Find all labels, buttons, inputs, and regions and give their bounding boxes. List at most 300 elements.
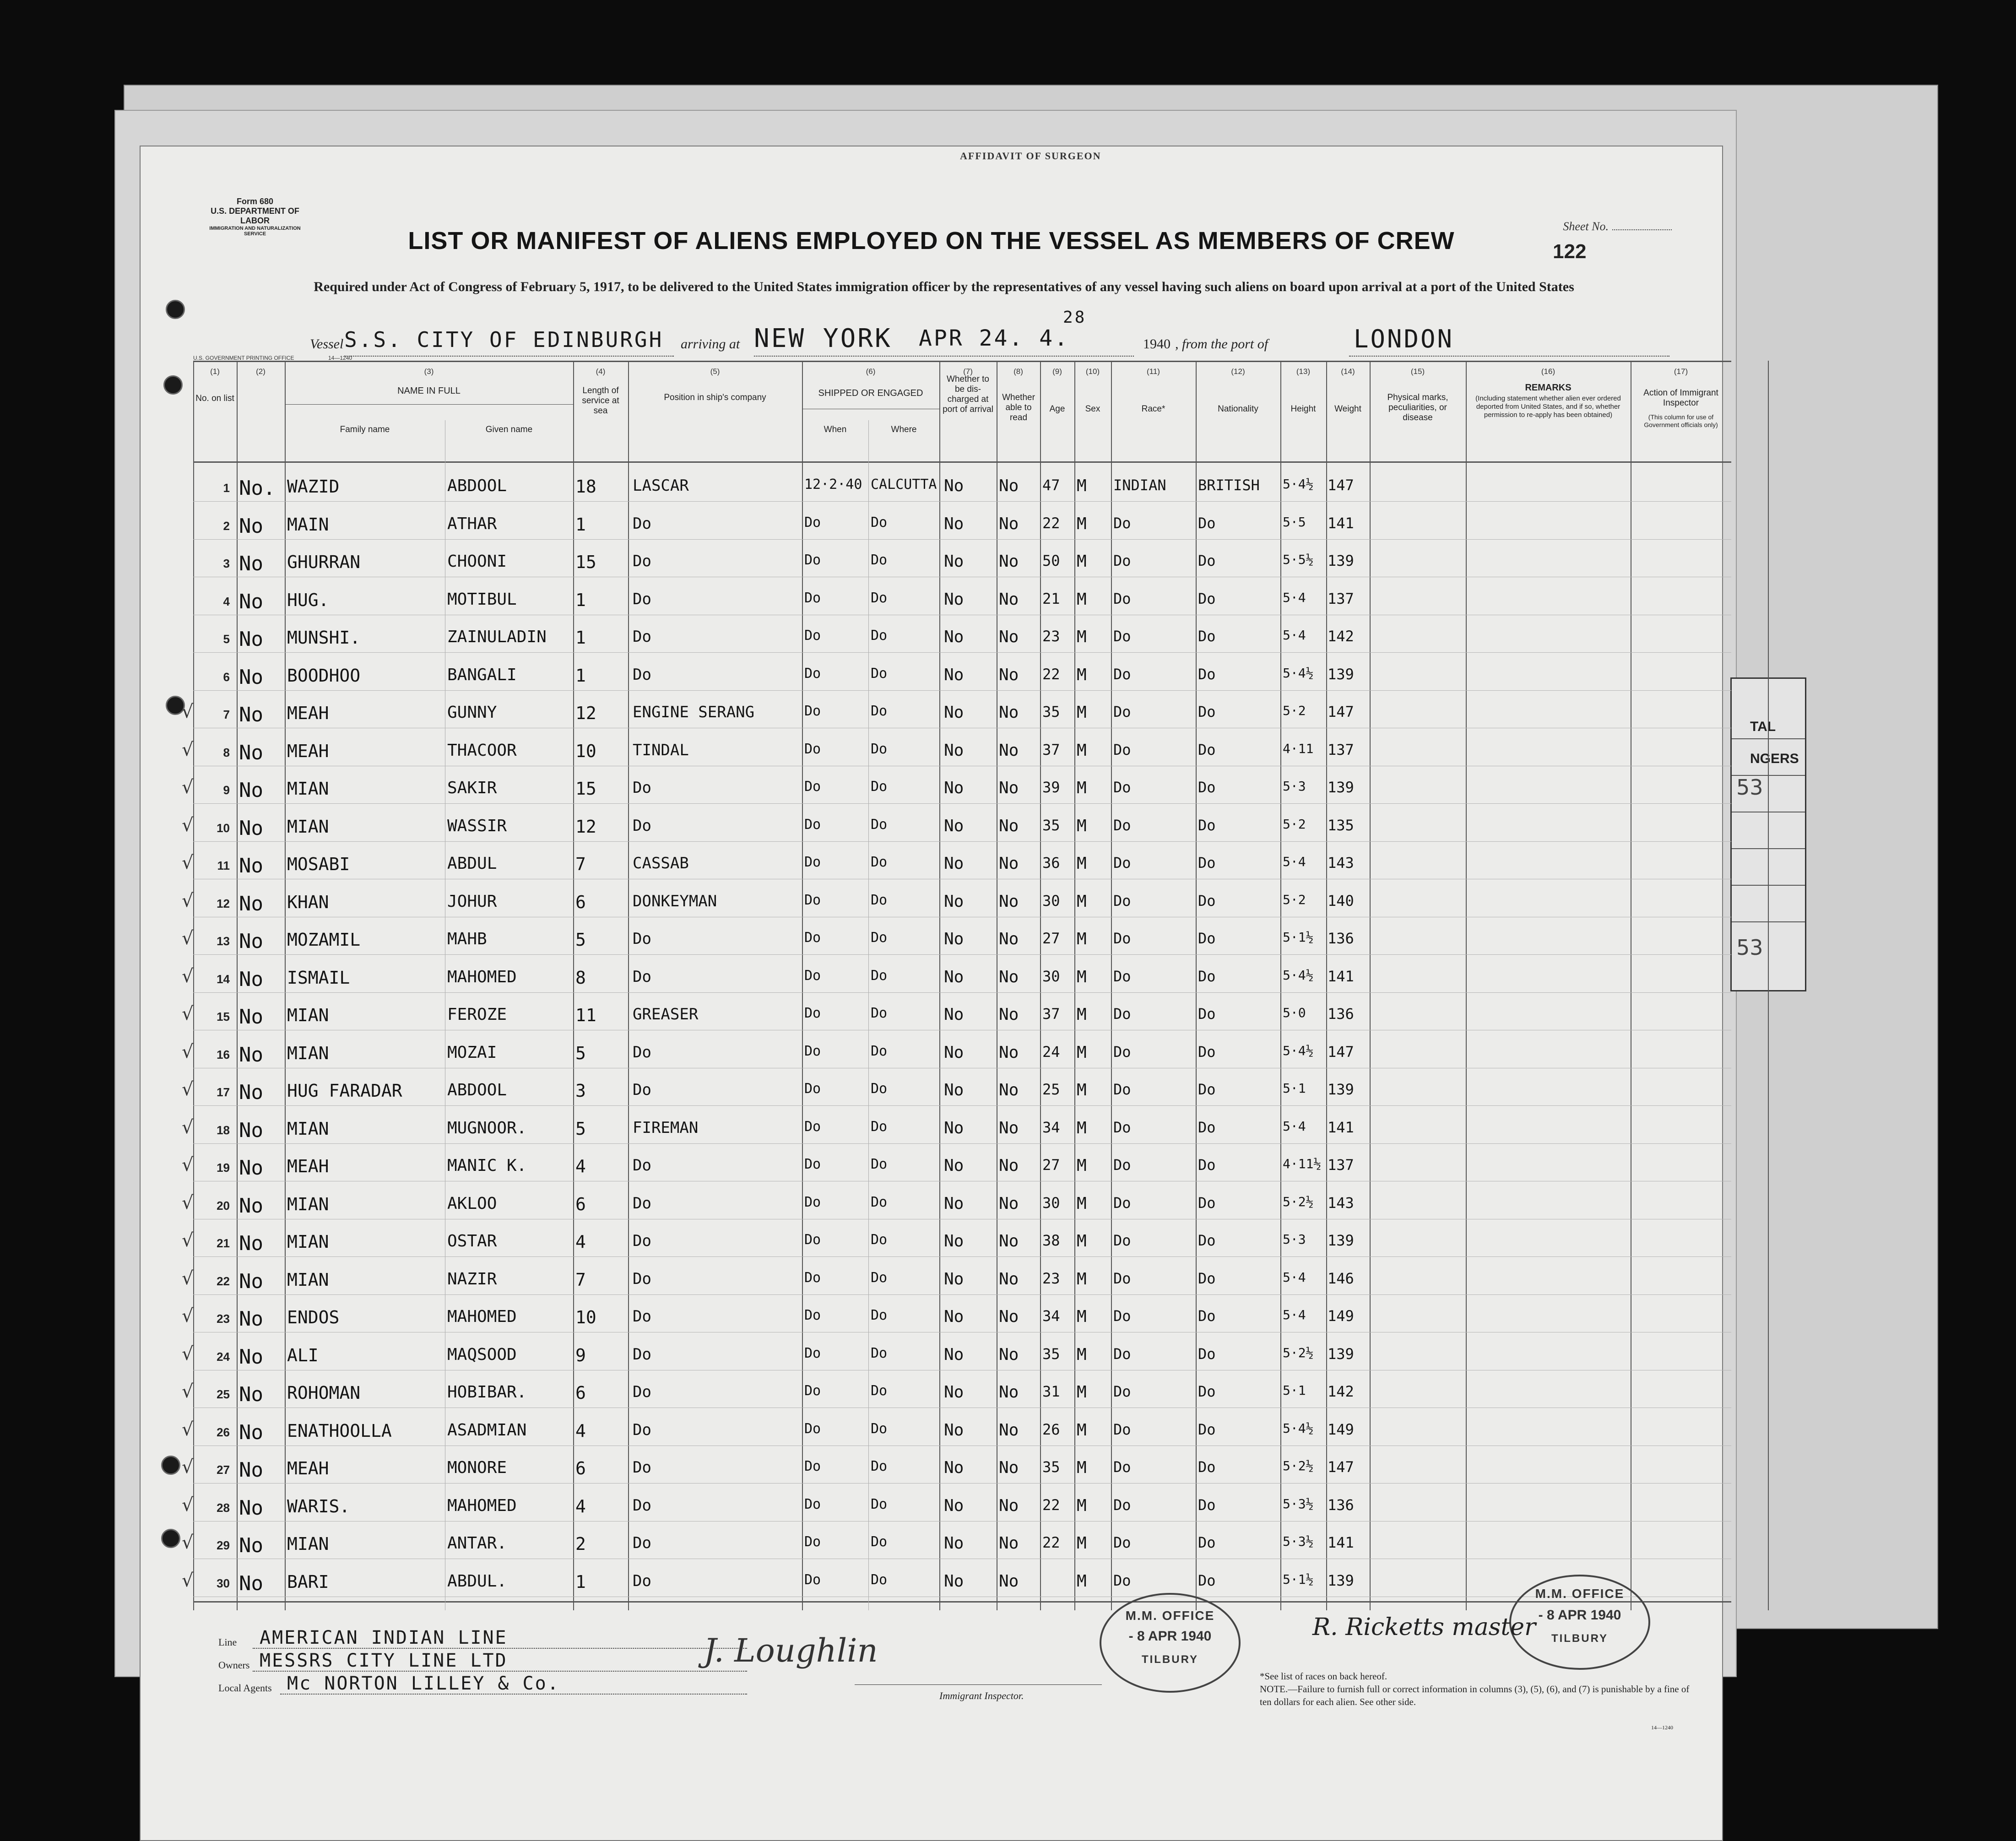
cell-age: 35	[1042, 1345, 1060, 1363]
cell-read: No	[999, 1269, 1019, 1289]
cell-nat: Do	[1198, 892, 1216, 910]
cell-family: GHURRAN	[287, 552, 361, 572]
cell-family: MOZAMIL	[287, 930, 361, 950]
check-mark-icon: √	[182, 1154, 194, 1175]
side-card-total-2: 53	[1736, 935, 1763, 960]
cell-given: MOTIBUL	[447, 590, 517, 609]
check-mark-icon: √	[182, 777, 194, 798]
cell-ht: 5·4	[1283, 1118, 1306, 1134]
cell-nat: Do	[1198, 1571, 1216, 1589]
row-number: 1	[223, 481, 230, 495]
cell-dis: No	[944, 1269, 964, 1289]
cell-race: Do	[1113, 741, 1131, 758]
cell-age: 25	[1042, 1081, 1060, 1098]
cell-age: 47	[1042, 476, 1060, 494]
cell-race: Do	[1113, 628, 1131, 645]
cell-len: 1	[575, 665, 586, 686]
binder-hole	[161, 1456, 180, 1475]
cell-nat: Do	[1198, 703, 1216, 720]
cell-sex: M	[1077, 741, 1087, 760]
cell-read: No	[999, 967, 1019, 986]
check-mark-icon: √	[182, 814, 194, 836]
cell-age: 30	[1042, 892, 1060, 910]
cell-given: CHOONI	[447, 552, 507, 571]
cell-read: No	[999, 854, 1019, 873]
cell-age: 35	[1042, 816, 1060, 834]
cell-read: No	[999, 1534, 1019, 1553]
cell-pos: Do	[633, 930, 651, 948]
cell-family: MUNSHI.	[287, 628, 361, 648]
cell-race: INDIAN	[1113, 476, 1166, 494]
cell-given: MAQSOOD	[447, 1345, 517, 1364]
cell-wt: 141	[1328, 967, 1354, 985]
col-header-family-name: Family name	[340, 425, 390, 434]
cell-wt: 139	[1328, 1232, 1354, 1249]
col-header-shipped-engaged: SHIPPED OR ENGAGED	[818, 388, 923, 398]
cell-pos: ENGINE SERANG	[633, 703, 755, 721]
cell-where: Do	[871, 1496, 888, 1512]
col-header-discharged: Whether to be dis-charged at port of arrival	[943, 374, 993, 414]
cell-pos: Do	[633, 1383, 651, 1401]
cell-where: Do	[871, 1420, 888, 1437]
cell-pos: Do	[633, 590, 651, 608]
cell-where: Do	[871, 1269, 888, 1286]
cell-family: MIAN	[287, 1269, 329, 1290]
row-number: 7	[223, 708, 230, 721]
cell-wt: 139	[1328, 1571, 1354, 1589]
row-number: 21	[217, 1236, 230, 1250]
cell-dis: No	[944, 590, 964, 609]
col-header-remarks-desc: (Including statement whether alien ever ordered deported from United States, and if so, whether permission to re-apply has been obtained)	[1475, 395, 1621, 419]
cell-pos: CASSAB	[633, 854, 689, 872]
cell-voy: No	[239, 967, 263, 991]
cell-given: ABDOOL	[447, 476, 507, 495]
cell-given: MONORE	[447, 1458, 507, 1477]
cell-dis: No	[944, 1118, 964, 1137]
col-num-13: (13)	[1296, 367, 1311, 376]
cell-nat: Do	[1198, 1005, 1216, 1023]
cell-nat: Do	[1198, 590, 1216, 607]
cell-dis: No	[944, 1307, 964, 1326]
row-number: 22	[217, 1274, 230, 1288]
cell-when: Do	[804, 1307, 821, 1323]
cell-where: Do	[871, 1194, 888, 1210]
cell-read: No	[999, 1383, 1019, 1402]
cell-where: Do	[871, 590, 888, 606]
cell-where: CALCUTTA	[871, 476, 937, 493]
arrival-date: APR 24. 4.	[919, 325, 1069, 351]
cell-pos: Do	[633, 552, 651, 570]
check-mark-icon: √	[182, 890, 194, 911]
cell-where: Do	[871, 1458, 888, 1474]
cell-ht: 5·1	[1283, 1081, 1306, 1096]
cell-read: No	[999, 590, 1019, 609]
cell-voy: No	[239, 854, 263, 877]
stamp-office: M.M. OFFICE	[1125, 1608, 1215, 1623]
check-mark-icon: √	[182, 1343, 194, 1365]
row-number: 16	[217, 1047, 230, 1061]
col-header-remarks: REMARKS	[1525, 383, 1572, 393]
cell-family: BOODHOO	[287, 665, 361, 686]
cell-ht: 5·2½	[1283, 1345, 1314, 1360]
cell-read: No	[999, 1307, 1019, 1326]
cell-len: 6	[575, 892, 586, 912]
cell-where: Do	[871, 741, 888, 757]
cell-dis: No	[944, 1420, 964, 1440]
cell-family: MIAN	[287, 1232, 329, 1252]
cell-ht: 5·4½	[1283, 1043, 1314, 1058]
cell-age: 35	[1042, 703, 1060, 720]
cell-where: Do	[871, 1571, 888, 1588]
cell-age: 22	[1042, 665, 1060, 683]
cell-sex: M	[1077, 930, 1087, 948]
row-number: 26	[217, 1425, 230, 1439]
row-number: 13	[217, 934, 230, 948]
cell-dis: No	[944, 1571, 964, 1591]
races-note: *See list of races on back hereof.	[1260, 1671, 1387, 1682]
col-header-race: Race*	[1141, 404, 1165, 414]
row-number: 24	[217, 1349, 230, 1364]
cell-family: WAZID	[287, 476, 340, 497]
row-number: 4	[223, 594, 230, 608]
cell-family: MOSABI	[287, 854, 350, 874]
cell-when: 12·2·40	[804, 476, 862, 493]
cell-race: Do	[1113, 1458, 1131, 1476]
cell-dis: No	[944, 476, 964, 495]
cell-pos: Do	[633, 1420, 651, 1439]
arrival-year: 1940	[1143, 336, 1171, 352]
check-mark-icon: √	[182, 739, 194, 760]
cell-sex: M	[1077, 1194, 1087, 1213]
cell-where: Do	[871, 1156, 888, 1172]
row-number: 29	[217, 1538, 230, 1552]
cell-read: No	[999, 1043, 1019, 1062]
cell-given: NAZIR	[447, 1269, 497, 1289]
cell-ht: 5·3½	[1283, 1496, 1314, 1511]
arrival-date-correction: 28	[1063, 308, 1087, 327]
cell-read: No	[999, 1118, 1019, 1137]
footer-line-value: AMERICAN INDIAN LINE	[260, 1627, 508, 1648]
cell-voy: No	[239, 1571, 263, 1595]
cell-wt: 139	[1328, 552, 1354, 569]
cell-pos: LASCAR	[633, 476, 689, 495]
check-mark-icon: √	[182, 1003, 194, 1024]
cell-dis: No	[944, 779, 964, 797]
cell-when: Do	[804, 854, 821, 870]
cell-when: Do	[804, 703, 821, 719]
cell-age: 31	[1042, 1383, 1060, 1400]
cell-given: AKLOO	[447, 1194, 497, 1213]
cell-wt: 137	[1328, 590, 1354, 607]
cell-family: MEAH	[287, 703, 329, 723]
side-card-head-1: TAL	[1750, 719, 1776, 734]
cell-age: 23	[1042, 1269, 1060, 1287]
cell-dis: No	[944, 628, 964, 646]
check-mark-icon: √	[182, 928, 194, 949]
cell-when: Do	[804, 816, 821, 833]
col-header-physical-marks: Physical marks, peculiarities, or disease	[1387, 393, 1448, 422]
cell-age: 34	[1042, 1307, 1060, 1325]
cell-age: 34	[1042, 1118, 1060, 1136]
cell-family: ALI	[287, 1345, 319, 1365]
footer-agents-value: Mc NORTON LILLEY & Co.	[287, 1673, 560, 1694]
stamp-date: - 8 APR 1940	[1128, 1629, 1212, 1644]
cell-voy: No	[239, 1383, 263, 1406]
cell-dis: No	[944, 1156, 964, 1175]
cell-age: 30	[1042, 1194, 1060, 1212]
check-mark-icon: √	[182, 1192, 194, 1213]
cell-race: Do	[1113, 1081, 1131, 1098]
col-header-length-service: Length of service at sea	[582, 386, 619, 416]
cell-len: 4	[575, 1496, 586, 1516]
cell-wt: 136	[1328, 1005, 1354, 1023]
cell-nat: Do	[1198, 816, 1216, 834]
cell-nat: Do	[1198, 1307, 1216, 1325]
cell-pos: GREASER	[633, 1005, 699, 1023]
cell-ht: 5·0	[1283, 1005, 1306, 1020]
cell-race: Do	[1113, 1383, 1131, 1400]
cell-len: 4	[575, 1156, 586, 1176]
cell-when: Do	[804, 1571, 821, 1588]
cell-dis: No	[944, 816, 964, 835]
cell-age: 30	[1042, 967, 1060, 985]
check-mark-icon: √	[182, 1419, 194, 1440]
cell-race: Do	[1113, 1043, 1131, 1061]
row-number: 12	[217, 896, 230, 910]
col-header-name-in-full: NAME IN FULL	[397, 386, 461, 396]
cell-nat: BRITISH	[1198, 476, 1260, 494]
cell-race: Do	[1113, 514, 1131, 532]
cell-race: Do	[1113, 1420, 1131, 1438]
binder-hole	[166, 300, 185, 319]
cell-wt: 143	[1328, 854, 1354, 872]
cell-family: MIAN	[287, 1118, 329, 1139]
cell-where: Do	[871, 1345, 888, 1361]
form-number: Form 680	[236, 197, 274, 206]
cell-wt: 139	[1328, 779, 1354, 796]
cell-ht: 5·2	[1283, 892, 1306, 907]
cell-len: 12	[575, 816, 596, 837]
cell-wt: 139	[1328, 1081, 1354, 1098]
cell-when: Do	[804, 590, 821, 606]
cell-voy: No	[239, 1005, 263, 1029]
cell-age: 24	[1042, 1043, 1060, 1061]
cell-pos: Do	[633, 1496, 651, 1515]
cell-sex: M	[1077, 590, 1087, 609]
cell-wt: 135	[1328, 816, 1354, 834]
cell-sex: M	[1077, 1420, 1087, 1440]
inspector-label: Immigrant Inspector.	[939, 1690, 1024, 1701]
stamp-location: TILBURY	[1141, 1653, 1199, 1666]
cell-ht: 5·4	[1283, 1307, 1306, 1322]
col-header-able-read: Whether able to read	[1002, 393, 1035, 422]
cell-dis: No	[944, 930, 964, 948]
manifest-title: LIST OR MANIFEST OF ALIENS EMPLOYED ON THE VESSEL AS MEMBERS OF CREW	[408, 227, 1455, 254]
row-number: 15	[217, 1010, 230, 1023]
cell-nat: Do	[1198, 1156, 1216, 1174]
vessel-name: S.S. CITY OF EDINBURGH	[344, 327, 664, 352]
service-name: IMMIGRATION AND NATURALIZATION SERVICE	[209, 226, 301, 237]
cell-len: 1	[575, 628, 586, 648]
cell-read: No	[999, 1458, 1019, 1477]
cell-ht: 5·4	[1283, 1269, 1306, 1285]
cell-sex: M	[1077, 1269, 1087, 1289]
check-mark-icon: √	[182, 965, 194, 987]
cell-sex: M	[1077, 665, 1087, 684]
row-number: 28	[217, 1500, 230, 1515]
cell-given: MOZAI	[447, 1043, 497, 1062]
cell-len: 4	[575, 1420, 586, 1441]
footer-owners-value: MESSRS CITY LINE LTD	[260, 1650, 508, 1671]
inspector-signature: J. Loughlin	[704, 1632, 878, 1669]
col-header-sex: Sex	[1085, 404, 1100, 414]
col-num-15: (15)	[1410, 367, 1425, 376]
cell-sex: M	[1077, 1232, 1087, 1251]
cell-ht: 5·1½	[1283, 1571, 1314, 1587]
cell-wt: 149	[1328, 1420, 1354, 1438]
cell-age: 27	[1042, 1156, 1060, 1174]
row-number: 6	[223, 670, 230, 684]
cell-where: Do	[871, 779, 888, 795]
cell-dis: No	[944, 1081, 964, 1099]
master-signature: R. Ricketts master	[1312, 1614, 1536, 1641]
cell-given: ABDOOL	[447, 1081, 507, 1099]
cell-nat: Do	[1198, 552, 1216, 569]
cell-given: JOHUR	[447, 892, 497, 911]
cell-nat: Do	[1198, 854, 1216, 872]
cell-where: Do	[871, 854, 888, 870]
cell-pos: Do	[633, 816, 651, 835]
cell-pos: DONKEYMAN	[633, 892, 717, 910]
cell-nat: Do	[1198, 1420, 1216, 1438]
row-number: 27	[217, 1463, 230, 1477]
cell-ht: 5·2½	[1283, 1458, 1314, 1473]
col-header-nationality: Nationality	[1218, 404, 1258, 414]
col-num-6: (6)	[866, 367, 876, 376]
cell-voy: No	[239, 1534, 263, 1557]
cell-family: MIAN	[287, 1043, 329, 1063]
cell-when: Do	[804, 552, 821, 568]
cell-pos: Do	[633, 1043, 651, 1061]
cell-pos: Do	[633, 1534, 651, 1552]
cell-dis: No	[944, 1194, 964, 1213]
cell-voy: No	[239, 892, 263, 915]
check-mark-icon: √	[182, 1230, 194, 1251]
cell-family: ENATHOOLLA	[287, 1420, 392, 1441]
check-mark-icon: √	[182, 701, 194, 722]
cell-voy: No	[239, 1232, 263, 1255]
cell-read: No	[999, 1005, 1019, 1024]
cell-wt: 142	[1328, 1383, 1354, 1400]
cell-where: Do	[871, 514, 888, 531]
cell-race: Do	[1113, 1005, 1131, 1023]
cell-len: 9	[575, 1345, 586, 1365]
cell-race: Do	[1113, 967, 1131, 985]
cell-ht: 5·4	[1283, 628, 1306, 643]
cell-age: 27	[1042, 930, 1060, 947]
cell-sex: M	[1077, 628, 1087, 646]
department-name: U.S. DEPARTMENT OF LABOR	[211, 206, 299, 225]
cell-given: FEROZE	[447, 1005, 507, 1024]
cell-read: No	[999, 1345, 1019, 1364]
cell-ht: 5·2	[1283, 816, 1306, 832]
cell-where: Do	[871, 628, 888, 644]
cell-nat: Do	[1198, 1269, 1216, 1287]
cell-pos: Do	[633, 967, 651, 986]
cell-pos: Do	[633, 1307, 651, 1326]
cell-nat: Do	[1198, 665, 1216, 683]
col-header-where: Where	[891, 425, 917, 434]
cell-when: Do	[804, 1345, 821, 1361]
cell-dis: No	[944, 552, 964, 571]
cell-race: Do	[1113, 1232, 1131, 1249]
col-num-9: (9)	[1052, 367, 1062, 376]
cell-family: ENDOS	[287, 1307, 340, 1327]
cell-len: 11	[575, 1005, 596, 1025]
cell-read: No	[999, 514, 1019, 533]
cell-pos: Do	[633, 1156, 651, 1175]
tilbury-office-stamp	[1100, 1593, 1241, 1693]
row-number: 5	[223, 632, 230, 646]
row-number: 20	[217, 1198, 230, 1213]
vessel-line	[218, 308, 1683, 359]
cell-dis: No	[944, 1458, 964, 1477]
cell-wt: 137	[1328, 1156, 1354, 1174]
cell-family: ROHOMAN	[287, 1383, 361, 1403]
cell-pos: Do	[633, 1232, 651, 1250]
cell-when: Do	[804, 930, 821, 946]
cell-wt: 147	[1328, 703, 1354, 720]
cell-nat: Do	[1198, 1118, 1216, 1136]
cell-age: 39	[1042, 779, 1060, 796]
cell-when: Do	[804, 628, 821, 644]
cell-read: No	[999, 779, 1019, 797]
cell-dis: No	[944, 1005, 964, 1024]
row-number: 17	[217, 1085, 230, 1099]
cell-len: 6	[575, 1383, 586, 1403]
cell-age: 50	[1042, 552, 1060, 569]
cell-pos: Do	[633, 1345, 651, 1364]
cell-nat: Do	[1198, 967, 1216, 985]
row-number: 25	[217, 1387, 230, 1401]
col-header-given-name: Given name	[485, 425, 533, 434]
cell-read: No	[999, 703, 1019, 722]
printer-imprint: U.S. GOVERNMENT PRINTING OFFICE	[193, 355, 294, 361]
cell-family: KHAN	[287, 892, 329, 912]
cell-len: 6	[575, 1194, 586, 1214]
sheet-number-handwritten: 122	[1553, 240, 1587, 263]
manifest-subtitle: Required under Act of Congress of February 5, 1917, to be delivered to the United States immigration officer by the representatives of any vessel having such aliens on board upon arrival at a port of the United States	[314, 279, 1574, 294]
cell-sex: M	[1077, 1156, 1087, 1175]
affidavit-heading: AFFIDAVIT OF SURGEON	[960, 150, 1101, 162]
cell-race: Do	[1113, 1307, 1131, 1325]
cell-len: 3	[575, 1081, 586, 1101]
cell-ht: 5·4½	[1283, 476, 1314, 492]
cell-wt: 141	[1328, 514, 1354, 532]
footer-agents-label: Local Agents	[218, 1682, 272, 1694]
cell-race: Do	[1113, 1571, 1131, 1589]
cell-nat: Do	[1198, 930, 1216, 947]
check-mark-icon: √	[182, 852, 194, 873]
cell-sex: M	[1077, 514, 1087, 533]
cell-nat: Do	[1198, 1534, 1216, 1551]
cell-wt: 142	[1328, 628, 1354, 645]
cell-wt: 136	[1328, 930, 1354, 947]
cell-len: 5	[575, 1043, 586, 1063]
cell-when: Do	[804, 1383, 821, 1399]
cell-dis: No	[944, 1383, 964, 1402]
cell-where: Do	[871, 1043, 888, 1059]
